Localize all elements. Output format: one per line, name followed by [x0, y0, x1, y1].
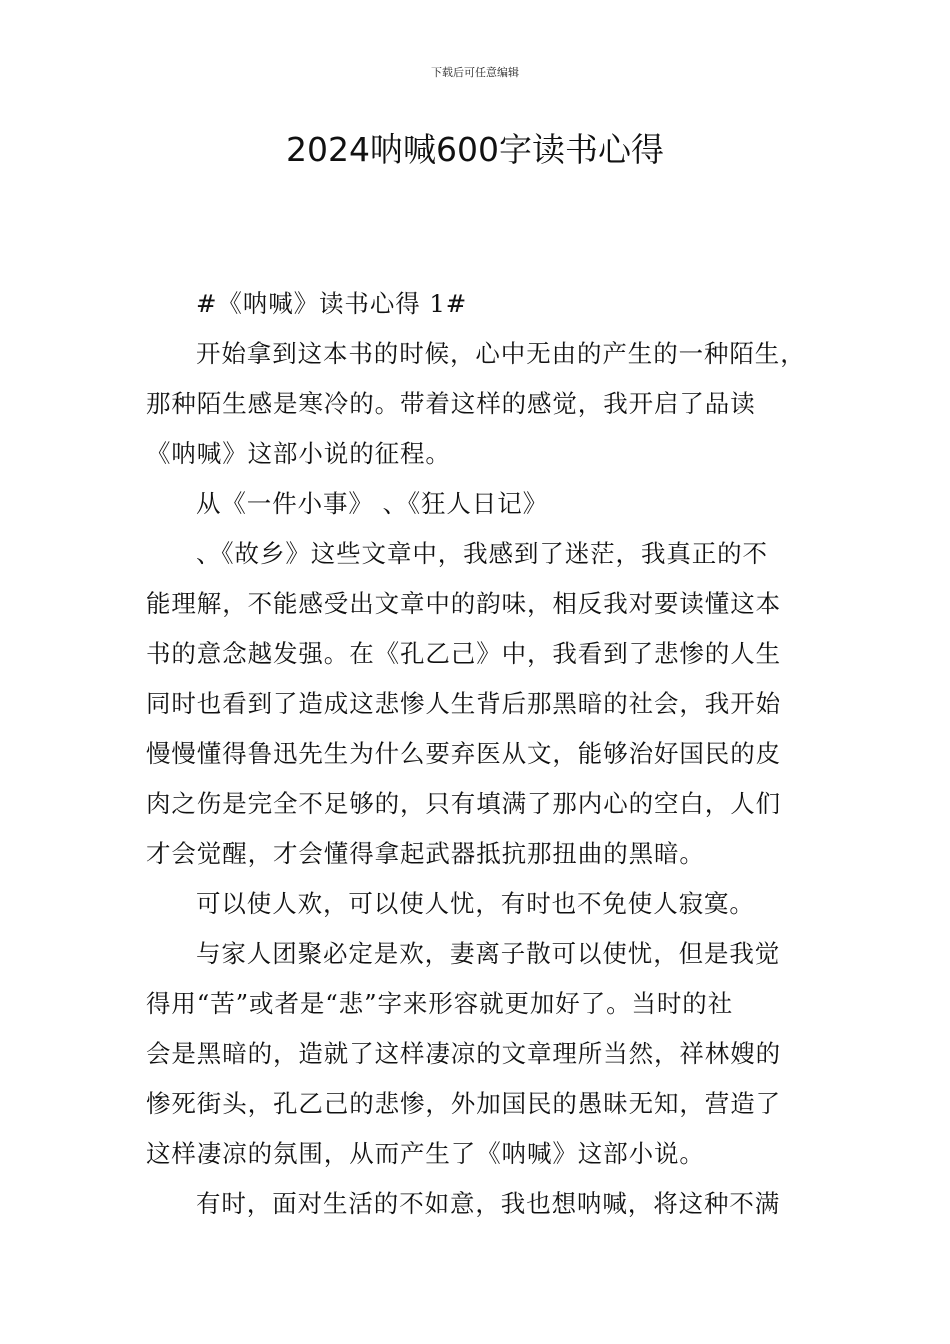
- document-title: 2024呐喊600字读书心得: [286, 130, 664, 169]
- body-line: 会是黑暗的，造就了这样凄凉的文章理所当然，祥林嫂的: [146, 1039, 781, 1068]
- body-line: 开始拿到这本书的时候，心中无由的产生的一种陌生，: [196, 339, 806, 368]
- body-line: 从《一件小事》 、《狂人日记》: [196, 489, 549, 518]
- body-line: 有时，面对生活的不如意，我也想呐喊，将这种不满: [196, 1189, 781, 1218]
- body-line: 可以使人欢，可以使人忧，有时也不免使人寂寞。: [196, 889, 755, 918]
- body-line: 书的意念越发强。在《孔乙己》中，我看到了悲惨的人生: [146, 639, 781, 668]
- body-line: 慢慢懂得鲁迅先生为什么要弃医从文，能够治好国民的皮: [146, 739, 781, 768]
- body-line: 得用“苦”或者是“悲”字来形容就更加好了。当时的社: [146, 989, 734, 1018]
- body-line: 惨死街头，孔乙己的悲惨，外加国民的愚昧无知，营造了: [146, 1089, 781, 1118]
- body-line: 那种陌生感是寒冷的。带着这样的感觉，我开启了品读: [146, 389, 756, 418]
- section-heading: #《呐喊》读书心得 1#: [196, 289, 468, 318]
- body-line: 肉之伤是完全不足够的，只有填满了那内心的空白，人们: [146, 789, 781, 818]
- document-body: [146, 279, 816, 1229]
- body-line: 能理解，不能感受出文章中的韵味，相反我对要读懂这本: [146, 589, 781, 618]
- body-line: 与家人团聚必定是欢，妻离子散可以使忧，但是我觉: [196, 939, 781, 968]
- body-line: 《呐喊》这部小说的征程。: [146, 439, 451, 468]
- body-line: 同时也看到了造成这悲惨人生背后那黑暗的社会，我开始: [146, 689, 781, 718]
- body-line: 才会觉醒，才会懂得拿起武器抵抗那扭曲的黑暗。: [146, 839, 705, 868]
- page-header-note: 下载后可任意编辑: [431, 66, 519, 79]
- body-line: 、《故乡》这些文章中，我感到了迷茫，我真正的不: [196, 539, 768, 568]
- body-line: 这样凄凉的氛围，从而产生了《呐喊》这部小说。: [146, 1139, 705, 1168]
